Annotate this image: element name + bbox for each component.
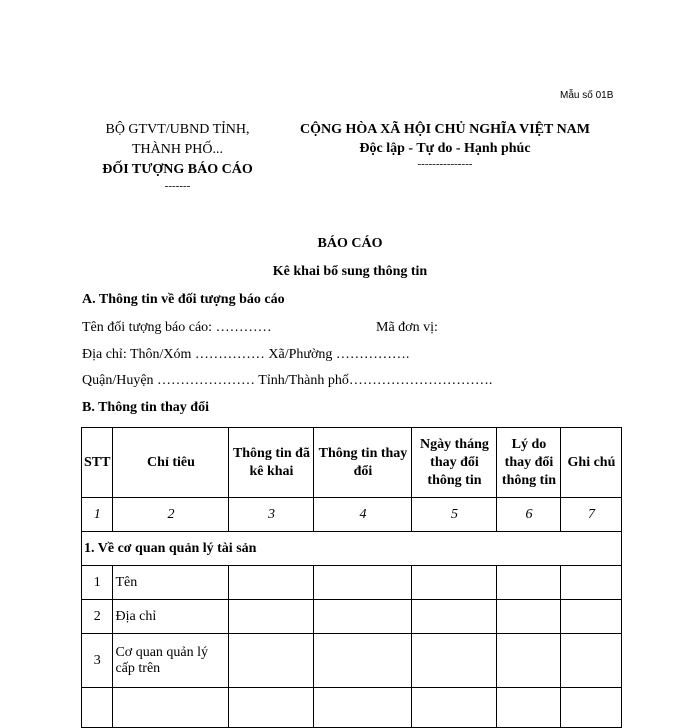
changed-cell[interactable] bbox=[314, 566, 412, 600]
column-number: 3 bbox=[229, 498, 314, 532]
section-b-heading: B. Thông tin thay đổi bbox=[82, 400, 209, 415]
header-changed-info: Thông tin thay đổi bbox=[314, 428, 412, 498]
change-info-table bbox=[81, 427, 622, 728]
date-cell[interactable] bbox=[412, 566, 497, 600]
issuing-agency-header bbox=[80, 120, 275, 192]
group-row bbox=[82, 532, 622, 566]
column-number: 2 bbox=[113, 498, 229, 532]
column-number: 6 bbox=[497, 498, 561, 532]
changed-cell[interactable] bbox=[314, 634, 412, 688]
motto: Độc lập - Tự do - Hạnh phúc bbox=[359, 141, 531, 156]
reporter-name-line: Tên đối tượng báo cáo: ………… bbox=[82, 320, 272, 335]
reason-cell[interactable] bbox=[497, 634, 561, 688]
column-number: 4 bbox=[314, 498, 412, 532]
date-cell[interactable] bbox=[412, 688, 497, 728]
header-notes: Ghi chú bbox=[561, 428, 622, 498]
reason-cell[interactable] bbox=[497, 600, 561, 634]
notes-cell[interactable] bbox=[561, 566, 622, 600]
agency-divider: ------- bbox=[164, 180, 191, 192]
header-change-reason: Lý do thay đổi thông tin bbox=[497, 428, 561, 498]
column-number-row bbox=[82, 498, 622, 532]
date-cell[interactable] bbox=[412, 600, 497, 634]
table-row bbox=[82, 566, 622, 600]
group-title: 1. Về cơ quan quản lý tài sản bbox=[82, 532, 622, 566]
row-label: Tên bbox=[113, 566, 229, 600]
header-declared-info: Thông tin đã kê khai bbox=[229, 428, 314, 498]
document-title: BÁO CÁO bbox=[317, 236, 383, 251]
row-label bbox=[113, 688, 229, 728]
table-header-row bbox=[82, 428, 622, 498]
declared-cell[interactable] bbox=[229, 688, 314, 728]
agency-line-1: BỘ GTVT/UBND TỈNH, bbox=[105, 122, 250, 137]
row-stt bbox=[82, 688, 113, 728]
header-indicator: Chỉ tiêu bbox=[113, 428, 229, 498]
agency-line-2: THÀNH PHỐ... bbox=[132, 142, 223, 157]
unit-code-label: Mã đơn vị: bbox=[376, 320, 438, 335]
notes-cell[interactable] bbox=[561, 634, 622, 688]
date-cell[interactable] bbox=[412, 634, 497, 688]
header-change-date: Ngày tháng thay đổi thông tin bbox=[412, 428, 497, 498]
column-number: 1 bbox=[82, 498, 113, 532]
header-stt: STT bbox=[82, 428, 113, 498]
declared-cell[interactable] bbox=[229, 634, 314, 688]
reason-cell[interactable] bbox=[497, 688, 561, 728]
notes-cell[interactable] bbox=[561, 688, 622, 728]
table-row bbox=[82, 600, 622, 634]
row-label: Cơ quan quản lý cấp trên bbox=[113, 634, 229, 688]
agency-line-3: ĐỐI TƯỢNG BÁO CÁO bbox=[102, 162, 253, 177]
table-row bbox=[82, 634, 622, 688]
motto-divider: --------------- bbox=[417, 158, 473, 170]
changed-cell[interactable] bbox=[314, 600, 412, 634]
column-number: 5 bbox=[412, 498, 497, 532]
form-number: Mẫu số 01B bbox=[560, 90, 614, 101]
table-row bbox=[82, 688, 622, 728]
reason-cell[interactable] bbox=[497, 566, 561, 600]
row-stt: 2 bbox=[82, 600, 113, 634]
notes-cell[interactable] bbox=[561, 600, 622, 634]
section-a-heading: A. Thông tin về đối tượng báo cáo bbox=[82, 292, 285, 307]
country-name: CỘNG HÒA XÃ HỘI CHỦ NGHĨA VIỆT NAM bbox=[299, 122, 590, 137]
row-label: Địa chỉ bbox=[113, 600, 229, 634]
column-number: 7 bbox=[561, 498, 622, 532]
declared-cell[interactable] bbox=[229, 600, 314, 634]
district-line: Quận/Huyện ………………… Tỉnh/Thành phố…………………………. bbox=[82, 373, 493, 388]
row-stt: 3 bbox=[82, 634, 113, 688]
changed-cell[interactable] bbox=[314, 688, 412, 728]
document-subtitle: Kê khai bổ sung thông tin bbox=[272, 264, 428, 279]
address-line: Địa chỉ: Thôn/Xóm …………… Xã/Phường ……………. bbox=[82, 347, 410, 362]
row-stt: 1 bbox=[82, 566, 113, 600]
national-motto-header bbox=[280, 120, 610, 170]
declared-cell[interactable] bbox=[229, 566, 314, 600]
